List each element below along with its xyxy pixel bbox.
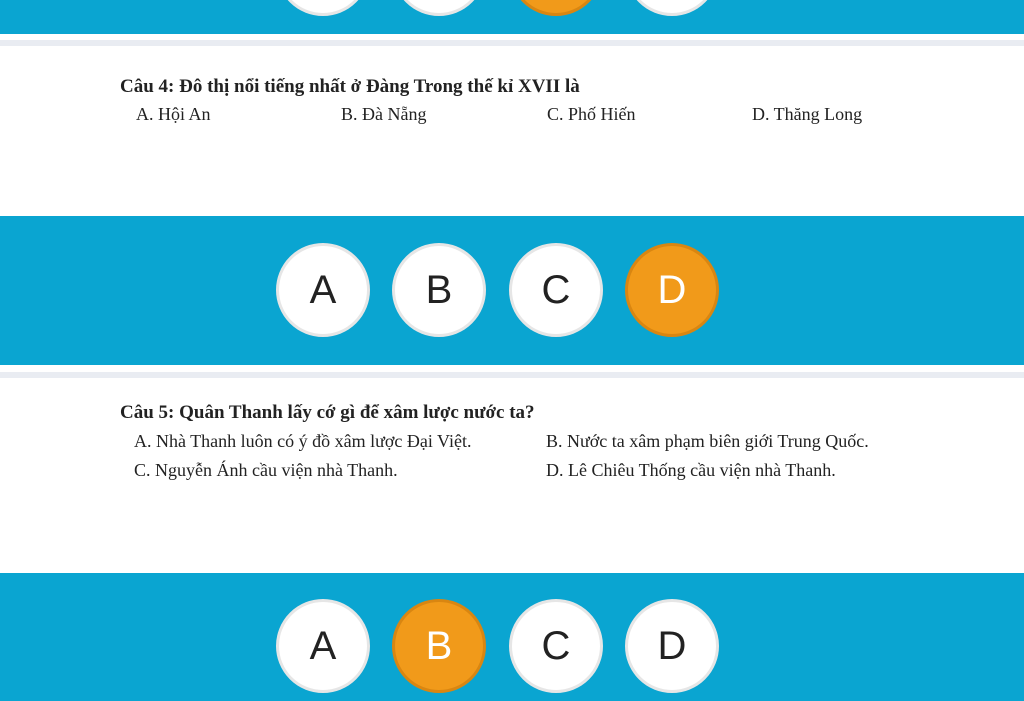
section-divider — [0, 40, 1024, 46]
question-5-option-d: D. Lê Chiêu Thống cầu viện nhà Thanh. — [546, 460, 836, 480]
question-5-option-a: A. Nhà Thanh luôn có ý đồ xâm lược Đại Việt. — [134, 431, 472, 451]
answer-row-question-4 — [0, 243, 1024, 343]
question-4-text: Câu 4: Đô thị nổi tiếng nhất ở Đàng Trong thế kỉ XVII là — [120, 76, 580, 97]
answer-button-a[interactable]: A — [276, 243, 370, 337]
question-4-option-b: B. Đà Nẵng — [341, 104, 427, 124]
answer-button-c[interactable]: C — [509, 243, 603, 337]
answer-button-d[interactable]: D — [625, 599, 719, 693]
answer-button-c[interactable] — [509, 0, 603, 16]
answer-button-c[interactable]: C — [509, 599, 603, 693]
answer-button-a[interactable]: A — [276, 599, 370, 693]
answer-button-a[interactable] — [276, 0, 370, 16]
section-divider — [0, 372, 1024, 378]
answer-row-question-5 — [0, 599, 1024, 699]
question-5-option-c: C. Nguyễn Ánh cầu viện nhà Thanh. — [134, 460, 398, 480]
answer-row-top — [0, 0, 1024, 22]
answer-button-d[interactable] — [625, 0, 719, 16]
answer-button-b[interactable]: B — [392, 243, 486, 337]
question-5-option-b: B. Nước ta xâm phạm biên giới Trung Quốc. — [546, 431, 869, 451]
answer-band-top — [0, 0, 1024, 34]
answer-button-d[interactable]: D — [625, 243, 719, 337]
question-4-option-a: A. Hội An — [136, 104, 211, 124]
question-4-option-d: D. Thăng Long — [752, 104, 863, 124]
answer-button-b[interactable] — [392, 0, 486, 16]
answer-button-b[interactable]: B — [392, 599, 486, 693]
question-4-option-c: C. Phố Hiến — [547, 104, 636, 124]
question-5-text: Câu 5: Quân Thanh lấy cớ gì để xâm lược nước ta? — [120, 402, 535, 423]
